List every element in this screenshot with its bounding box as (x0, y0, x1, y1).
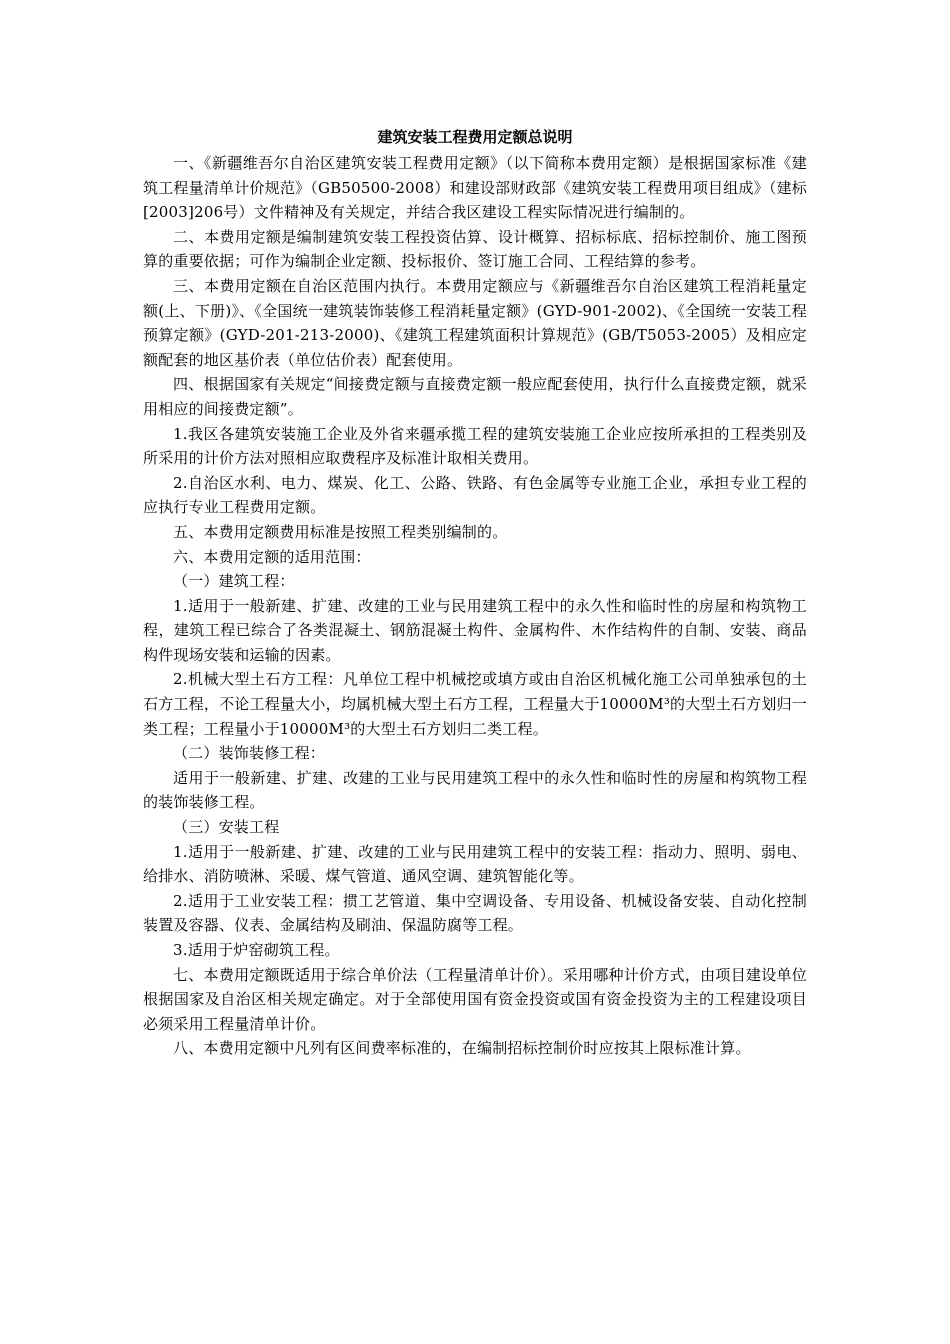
paragraph-1: 一、《新疆维吾尔自治区建筑安装工程费用定额》（以下简称本费用定额）是根据国家标准《建筑工程量清单计价规范》（GB50500-2008）和建设部财政部《建筑安装工程费用项目组成》（建标[2003]206号）文件精神及有关规定，并结合我区建设工程实际情况进行编制的。 (143, 154, 807, 222)
section-installation-item-3: 3.适用于炉窑砌筑工程。 (173, 941, 340, 959)
paragraph-2: 二、本费用定额是编制建筑安装工程投资估算、设计概算、招标标底、招标控制价、施工图预算的重要依据；可作为编制企业定额、投标报价、签订施工合同、工程结算的参考。 (143, 227, 807, 271)
paragraph-4: 四、根据国家有关规定“间接费定额与直接费定额一般应配套使用，执行什么直接费定额，就采用相应的间接费定额”。 (143, 375, 807, 418)
document-page (143, 126, 807, 1061)
section-installation-item-1: 1.适用于一般新建、扩建、改建的工业与民用建筑工程中的安装工程：指动力、照明、弱电、给排水、消防喷淋、采暖、煤气管道、通风空调、建筑智能化等。 (143, 842, 807, 886)
paragraph-4-2: 2.自治区水利、电力、煤炭、化工、公路、铁路、有色金属等专业施工企业，承担专业工程的应执行专业工程费用定额。 (143, 473, 807, 517)
section-building-item-1: 1.适用于一般新建、扩建、改建的工业与民用建筑工程中的永久性和临时性的房屋和构筑物工程，建筑工程已综合了各类混凝土、钢筋混凝土构件、金属构件、木作结构件的自制、安装、商品构件现场安装和运输的因素。 (143, 596, 807, 664)
section-installation-heading: （三）安装工程 (173, 818, 280, 837)
paragraph-7: 七、本费用定额既适用于综合单价法（工程量清单计价）。采用哪种计价方式，由项目建设单位根据国家及自治区相关规定确定。对于全部使用国有资金投资或国有资金投资为主的工程建设项目必须采用工程量清单计价。 (143, 965, 807, 1033)
document-title: 建筑安装工程费用定额总说明 (377, 128, 573, 146)
section-building-item-2: 2.机械大型土石方工程：凡单位工程中机械挖或填方或由自治区机械化施工公司单独承包的土石方工程，不论工程量大小，均属机械大型土石方工程，工程量大于10000M³的大型土石方划归一类工程；工程量小于10000M³的大型土石方划归二类工程。 (143, 670, 807, 738)
paragraph-5: 五、本费用定额费用标准是按照工程类别编制的。 (173, 522, 508, 541)
section-installation-item-2: 2.适用于工业安装工程：掼工艺管道、集中空调设备、专用设备、机械设备安装、自动化控制装置及容器、仪表、金属结构及刷油、保温防腐等工程。 (143, 891, 807, 935)
paragraph-8: 八、本费用定额中凡列有区间费率标准的，在编制招标控制价时应按其上限标准计算。 (173, 1039, 751, 1058)
paragraph-4-1: 1.我区各建筑安装施工企业及外省来疆承揽工程的建筑安装施工企业应按所承担的工程类别及所采用的计价方法对照相应取费程序及标准计取相关费用。 (143, 424, 807, 468)
paragraph-6: 六、本费用定额的适用范围： (173, 547, 371, 566)
section-decoration-heading: （二）装饰装修工程： (173, 744, 326, 763)
section-decoration-body: 适用于一般新建、扩建、改建的工业与民用建筑工程中的永久性和临时性的房屋和构筑物工程的装饰装修工程。 (143, 768, 807, 812)
section-building-heading: （一）建筑工程： (173, 572, 295, 591)
paragraph-3: 三、本费用定额在自治区范围内执行。本费用定额应与《新疆维吾尔自治区建筑工程消耗量定额(上、下册)》、《全国统一建筑装饰装修工程消耗量定额》(GYD-901-2002)、《全国统一安装工程预算定额》(GYD-201-213-2000)、《建筑工程建筑面积计算规范》(GB/T5053-2005）及相应定额配套的地区基价表（单位估价表）配套使用。 (143, 276, 807, 369)
